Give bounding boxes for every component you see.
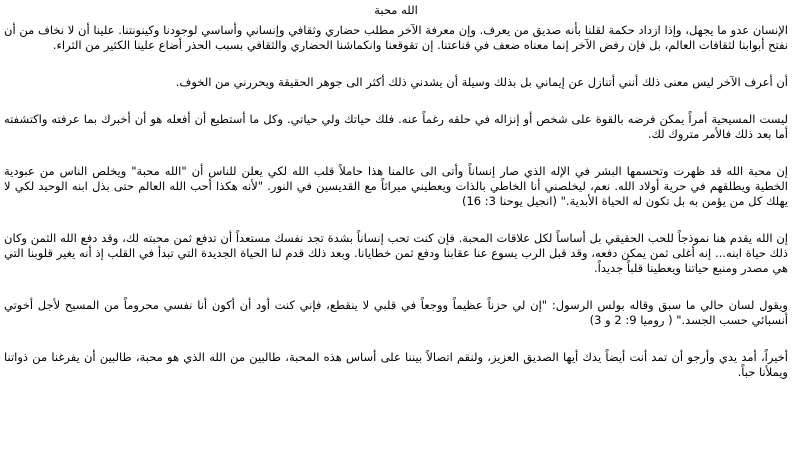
paragraph-love-of-god: إن محبة الله قد ظهرت وتحسمها البشر في الإله الذي صار إنساناً وأتى الى عالمنا هذا حاملاً قلب الله لكي يعلن للناس أن "الله محبة" ويخلص الناس من عبودية الخطية ويطلقهم في حرية أولاد الله. نعم، ليخلصني أنا الخاطي بالذات ويعطيني ميراثاً مع القديسين في النور. "لأنه هكذا أحب الله العالم حتى بذل ابنه الوحيد لكي لا يهلك كل من يؤمن به بل تكون له الحياة الأبدية." (انجيل يوحنا 3: 16): [4, 164, 788, 208]
paragraph-christianity: ليست المسيحية أمراً يمكن فرضه بالقوة على شخص أو إنزاله في حلقه رغماً عنه. فلك حياتك ولي حياتي. وكل ما أستطيع أن أفعله هو أن أخبرك بما عرفته واكتشفته أما بعد ذلك فالأمر متروك لك.: [4, 112, 788, 141]
document-title: الله محبة: [374, 3, 418, 17]
paragraph-intro: الإنسان عدو ما يجهل، وإذا ازداد حكمة لقلنا بأنه صديق من يعرف. وإن معرفة الآخر مطلب حضاري وثقافي وإنساني وأساسي لوجودنا وكينونتنا. علينا أن لا نخاف من أن نفتح أبوابنا لثقافات العالم، بل فإن رفض الآخر إنما معناه ضعف في قناعتنا. إن تقوقعنا وانكماشنا الحضاري والثقافي بسبب الحذر أضاع علينا الكثير من الثراء.: [4, 23, 788, 52]
paragraph-closing: أخيراً، أمد يدي وأرجو أن تمد أنت أيضاً يدك أيها الصديق العزيز، ولنقم اتصالاً بيننا على أساس هذه المحبة، طالبين من الله الذي هو محبة، طالبين أن يفرغنا من ذواتنا ويملأنا حباً.: [4, 350, 788, 379]
paragraph-true-love: إن الله يقدم هنا نموذجاً للحب الحقيقي بل أساساً لكل علاقات المحبة. فإن كنت تحب إنساناً بشدة تجد نفسك مستعداً أن تدفع ثمن محبته لك، وقد دفع الله الثمن وكان ذلك حياة ابنه... إنه أغلى ثمن يمكن دفعه، وقد قبل الرب يسوع عنا عقابنا ودفع ثمن خطايانا. وبعد ذلك قدم لنا الحياة الجديدة التي تبدأ في القلب إذ أنه يغير قلوبنا التي هي مصدر ومنبع حياتنا ويعطينا قلباً جديداً.: [4, 231, 788, 275]
document-page: [4, 4, 788, 380]
paragraph-paul-quote: ويقول لسان حالي ما سبق وقاله بولس الرسول: "إن لي حزناً عظيماً ووجعاً في قلبي لا ينقطع، فإني كنت أود أن أكون أنا نفسي محروماً من المسيح لأجل أخوتي أنسبائي حسب الجسد." ( روميا 9: 2 و 3): [4, 298, 788, 327]
paragraph-knowing-other: أن أعرف الآخر ليس معنى ذلك أنني أتنازل عن إيماني بل بذلك وسيلة أن يشدني ذلك أكثر الى جوهر الحقيقة ويحررني من الخوف.: [175, 75, 788, 89]
